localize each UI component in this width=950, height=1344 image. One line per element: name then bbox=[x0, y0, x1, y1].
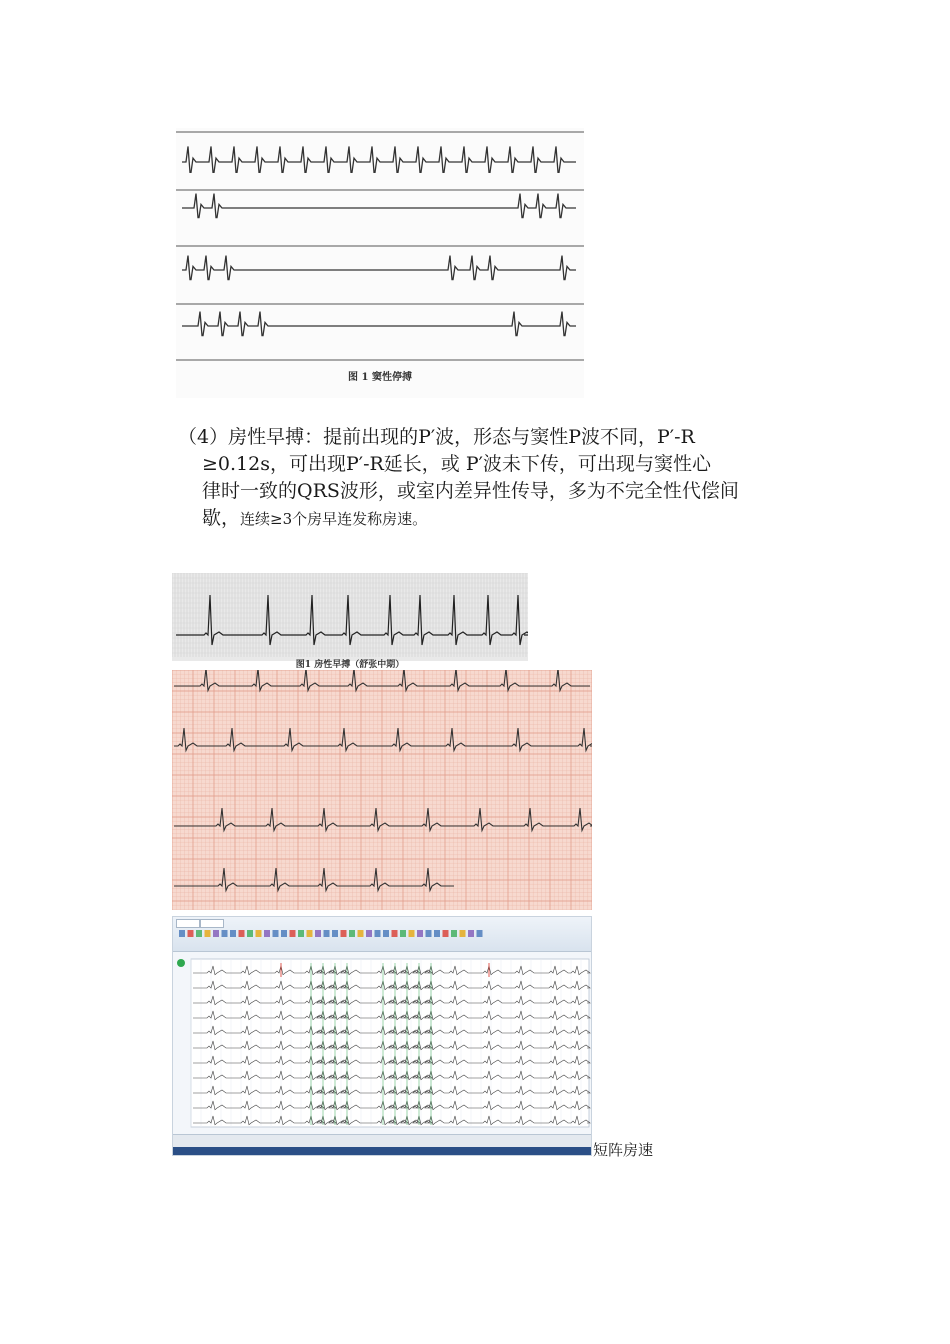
figure-pink-grid-ecg bbox=[172, 670, 592, 910]
software-scrollbar bbox=[173, 1134, 591, 1147]
toolbar-icon bbox=[349, 930, 355, 937]
toolbar-icon bbox=[196, 930, 202, 937]
figure1-caption: 图 1 窦性停搏 bbox=[348, 372, 412, 383]
atrial-premature-description bbox=[178, 424, 810, 533]
toolbar-icon bbox=[443, 930, 449, 937]
ecg-trace-row-4 bbox=[182, 312, 576, 336]
paragraph-line-4-main: 歇， bbox=[202, 507, 241, 529]
toolbar-icon bbox=[315, 930, 321, 937]
paragraph-line-4 bbox=[178, 505, 810, 533]
toolbar-icon bbox=[273, 930, 279, 937]
toolbar-icon bbox=[205, 930, 211, 937]
ecg-trace-row-2 bbox=[182, 194, 576, 218]
figure-ecg-software-screenshot bbox=[172, 916, 592, 1156]
toolbar-icon bbox=[264, 930, 270, 937]
toolbar-icon bbox=[256, 930, 262, 937]
toolbar-icon bbox=[400, 930, 406, 937]
atrial-premature-ecg-strip bbox=[172, 573, 528, 657]
toolbar-icon bbox=[179, 930, 185, 937]
toolbar-icon bbox=[281, 930, 287, 937]
ecg-trace-row-3 bbox=[182, 256, 576, 280]
toolbar-icon bbox=[366, 930, 372, 937]
toolbar-icon bbox=[298, 930, 304, 937]
paragraph-line-4-small: 连续≥3个房早连发称房速。 bbox=[240, 510, 428, 528]
toolbar-icon bbox=[409, 930, 415, 937]
toolbar-icon bbox=[426, 930, 432, 937]
sinus-arrest-ecg-strips bbox=[176, 128, 584, 368]
paragraph-line-1: （4）房性早搏：提前出现的P′波，形态与窦性P波不同，P′-R bbox=[178, 426, 695, 448]
toolbar-icon bbox=[417, 930, 423, 937]
multi-lead-ecg-view bbox=[173, 951, 593, 1137]
toolbar-icon bbox=[375, 930, 381, 937]
toolbar-icon bbox=[468, 930, 474, 937]
figure-sinus-arrest bbox=[176, 128, 584, 398]
ecg-trace-row-1 bbox=[182, 146, 576, 172]
figure-atrial-premature-grey bbox=[172, 573, 528, 661]
toolbar-icon bbox=[230, 930, 236, 937]
toolbar-icon bbox=[434, 930, 440, 937]
toolbar-icon bbox=[307, 930, 313, 937]
toolbar-icon bbox=[290, 930, 296, 937]
toolbar-icon bbox=[188, 930, 194, 937]
ecg-panel bbox=[191, 959, 589, 1127]
toolbar-icon bbox=[358, 930, 364, 937]
play-button-icon bbox=[177, 959, 185, 967]
toolbar-icon bbox=[451, 930, 457, 937]
figure2-caption: 图1 房性早搏（舒张中期） bbox=[295, 660, 405, 670]
toolbar-icon bbox=[392, 930, 398, 937]
toolbar-icons bbox=[173, 917, 593, 951]
toolbar-icon bbox=[332, 930, 338, 937]
paragraph-line-2: ≥0.12s，可出现P′-R延长，或 P′波未下传，可出现与窦性心 bbox=[202, 453, 711, 475]
toolbar-icon bbox=[341, 930, 347, 937]
figure4-caption: 短阵房速 bbox=[593, 1141, 654, 1159]
pink-grid-ecg-strips bbox=[172, 670, 592, 910]
paragraph-line-3: 律时一致的QRS波形，或室内差异性传导，多为不完全性代偿间 bbox=[202, 480, 739, 502]
toolbar-icon bbox=[383, 930, 389, 937]
os-taskbar bbox=[173, 1147, 591, 1155]
toolbar-icon bbox=[247, 930, 253, 937]
toolbar-icon bbox=[460, 930, 466, 937]
toolbar-icon bbox=[239, 930, 245, 937]
toolbar-icon bbox=[213, 930, 219, 937]
toolbar-icon bbox=[222, 930, 228, 937]
toolbar-icon bbox=[477, 930, 483, 937]
software-toolbar bbox=[173, 917, 591, 952]
toolbar-icon bbox=[324, 930, 330, 937]
